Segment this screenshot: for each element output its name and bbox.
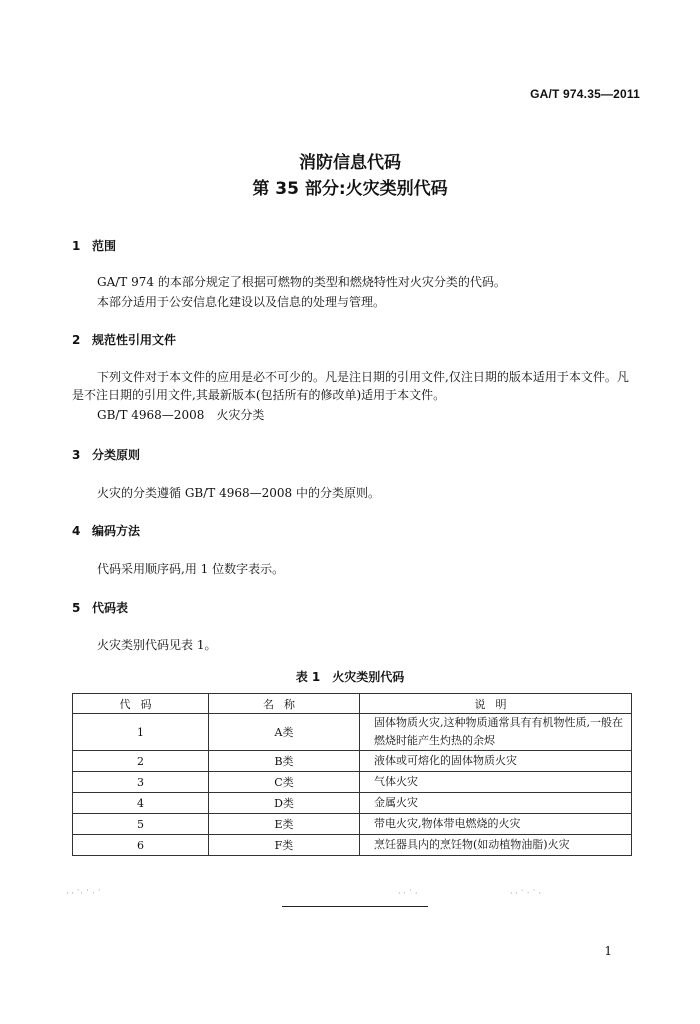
column-header: 代码 xyxy=(73,694,209,714)
section-heading-principles xyxy=(72,446,140,463)
section-number: 1 xyxy=(72,239,81,253)
paragraph: 火灾的分类遵循 GB/T 4968—2008 中的分类原则。 xyxy=(97,486,380,500)
section-title: 分类原则 xyxy=(92,448,141,462)
section-title: 代码表 xyxy=(92,601,129,615)
code-cell: 2 xyxy=(73,751,209,772)
scan-artifact: · · ˙ ˑ ˙ · xyxy=(510,889,542,898)
table-row xyxy=(73,835,632,856)
name-cell: C类 xyxy=(209,772,360,793)
description-cell: 固体物质火灾,这种物质通常具有有机物性质,一般在燃烧时能产生灼热的余烬 xyxy=(360,714,632,751)
code-cell: 4 xyxy=(73,793,209,814)
code-cell: 1 xyxy=(73,714,209,751)
section-heading-code-table xyxy=(72,599,128,616)
description-cell: 液体或可熔化的固体物质火灾 xyxy=(360,751,632,772)
name-cell: F类 xyxy=(209,835,360,856)
section-number: 5 xyxy=(72,601,81,615)
paragraph: 本部分适用于公安信息化建设以及信息的处理与管理。 xyxy=(97,295,386,309)
table-row xyxy=(73,751,632,772)
standard-number: GA/T 974.35—2011 xyxy=(530,87,640,101)
section-number: 2 xyxy=(72,333,81,347)
description-cell: 气体火灾 xyxy=(360,772,632,793)
document-subtitle: 第 35 部分:火灾类别代码 xyxy=(252,179,448,199)
document-title: 消防信息代码 xyxy=(299,153,401,173)
code-cell: 5 xyxy=(73,814,209,835)
description-cell: 带电火灾,物体带电燃烧的火灾 xyxy=(360,814,632,835)
table-caption: 表 1 火灾类别代码 xyxy=(295,670,405,684)
column-header: 名称 xyxy=(209,694,360,714)
section-heading-scope xyxy=(72,237,116,254)
paragraph: 下列文件对于本文件的应用是必不可少的。凡是注日期的引用文件,仅注日期的版本适用于本文件。凡是不注日期的引用文件,其最新版本(包括所有的修改单)适用于本文件。 xyxy=(72,370,629,402)
section-heading-coding-method xyxy=(72,522,140,539)
scan-artifact: · ˑ ˙ · xyxy=(398,889,418,898)
name-cell: B类 xyxy=(209,751,360,772)
end-rule xyxy=(282,906,428,907)
name-cell: E类 xyxy=(209,814,360,835)
section-title: 编码方法 xyxy=(92,524,141,538)
code-cell: 6 xyxy=(73,835,209,856)
table-row xyxy=(73,793,632,814)
fire-category-table xyxy=(72,693,632,856)
description-cell: 金属火灾 xyxy=(360,793,632,814)
page-number: 1 xyxy=(604,944,612,958)
table-row xyxy=(73,814,632,835)
table-row xyxy=(73,714,632,751)
section-number: 4 xyxy=(72,524,81,538)
table-header-row xyxy=(73,694,632,714)
section-number: 3 xyxy=(72,448,81,462)
code-cell: 3 xyxy=(73,772,209,793)
table-row xyxy=(73,772,632,793)
section-title: 规范性引用文件 xyxy=(92,333,177,347)
column-header: 说明 xyxy=(360,694,632,714)
reference-item: GB/T 4968—2008 火灾分类 xyxy=(97,408,265,422)
name-cell: D类 xyxy=(209,793,360,814)
paragraph: 火灾类别代码见表 1。 xyxy=(97,638,217,652)
section-heading-references xyxy=(72,331,176,348)
section-title: 范围 xyxy=(92,239,117,253)
description-cell: 烹饪器具内的烹饪物(如动植物油脂)火灾 xyxy=(360,835,632,856)
paragraph: GA/T 974 的本部分规定了根据可燃物的类型和燃烧特性对火灾分类的代码。 xyxy=(97,275,506,289)
paragraph: 代码采用顺序码,用 1 位数字表示。 xyxy=(97,562,285,576)
scan-artifact: · · ˙ˑ ˙ ˑ ˙ xyxy=(66,889,102,898)
name-cell: A类 xyxy=(209,714,360,751)
